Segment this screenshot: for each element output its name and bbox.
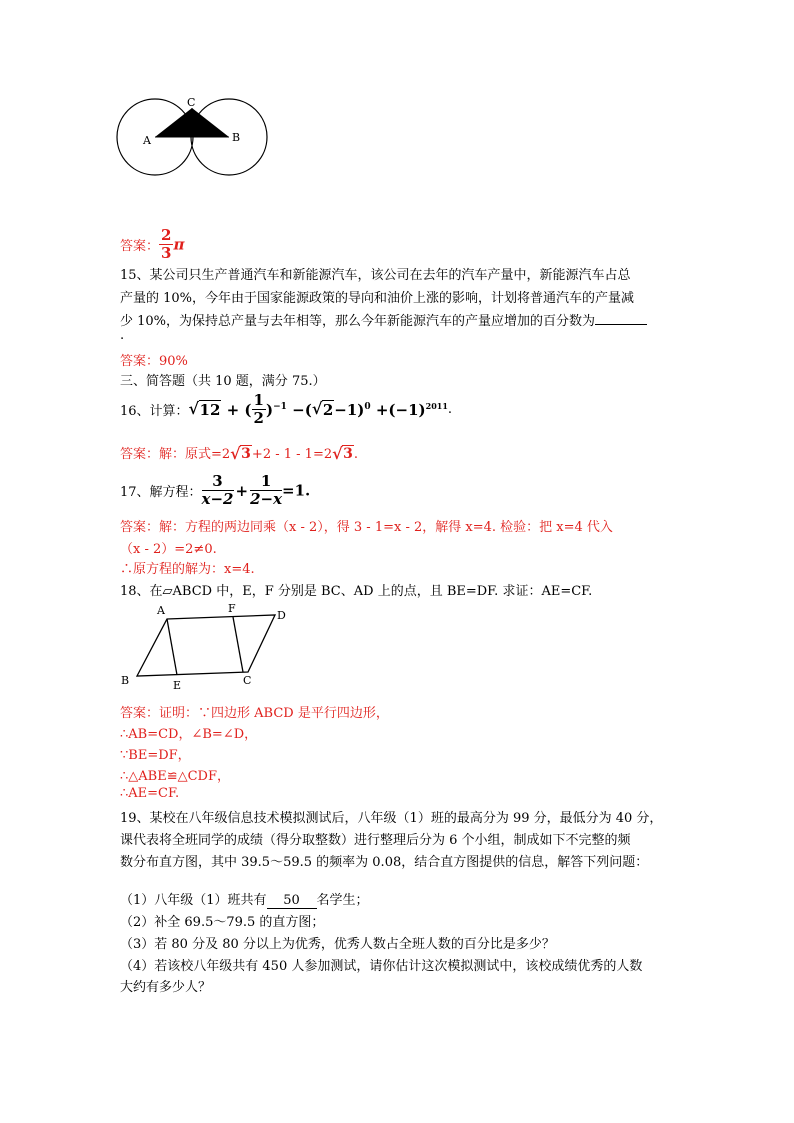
label-c: C [243, 674, 252, 687]
q15-line1: 15、某公司只生产普通汽车和新能源汽车，该公司在去年的汽车产量中，新能源汽车占总 [120, 268, 631, 283]
label-a: A [157, 604, 165, 617]
parallelogram-figure [115, 600, 295, 695]
q15-answer-blank[interactable] [595, 312, 647, 325]
q17-fraction-2: $\frac{1}{2-x}$ [250, 472, 283, 508]
q19-sub1: （1）八年级（1）班共有 50 名学生； [120, 893, 369, 908]
sqrt-12: √ 12 [190, 401, 222, 419]
parallelogram-icon: ▱ [162, 584, 173, 599]
q19-sub2: （2）补全 69.5～79.5 的直方图； [120, 915, 325, 930]
q15-line3: 少 10%，为保持总产量与去年相等，那么今年新能源汽车的产量应增加的百分数为 [120, 310, 647, 329]
q14-answer [120, 228, 184, 261]
shaded-region-left [155, 108, 192, 137]
section-title: 三、简答题（共 10 题，满分 75.） [120, 374, 326, 389]
q19-sub4-line1: （4）若该校八年级共有 450 人参加测试，请你估计这次模拟测试中，该校成绩优秀的人数 [120, 959, 643, 974]
q17-fraction-1: $\frac{3}{x-2}$ [201, 472, 234, 508]
q14-answer-label: 答案： [120, 239, 160, 254]
label-c: C [187, 96, 196, 109]
q19-line2: 课代表将全班同学的成绩（得分取整数）进行整理后分为 6 个小组，制成如下不完整的频 [120, 833, 631, 848]
q19-sub3: （3）若 80 分及 80 分以上为优秀，优秀人数占全班人数的百分比是多少？ [120, 937, 555, 952]
sqrt-2: √ 2 [313, 401, 334, 419]
q17-question: 17、解方程： $\frac{3}{x-2}$ + $\frac{1}{2-x}$ =1. [120, 472, 311, 508]
two-circles-figure [115, 95, 270, 180]
q16-question: 16、计算：√ 12 + ( $\frac{1}{2}$ )$^{-1}$ −(√ $2-1)^0 +(-1)^{2011}$. [120, 393, 452, 426]
half-fraction: $\frac{1}{2}$ [253, 391, 264, 427]
shaded-region-right [192, 108, 229, 137]
label-e: E [173, 679, 182, 692]
ans-sqrt-3: √ 3 [231, 446, 252, 462]
q19-line3: 数分布直方图，其中 39.5～59.5 的频率为 0.08，结合直方图提供的信息，解答下列问题： [120, 855, 649, 870]
q17-answer-line3: ∴原方程的解为：x=4. [120, 562, 255, 577]
q17-answer-line1: 答案：解：方程的两边同乘（x - 2），得 3 - 1=x - 2，解得 x=4. 检验：把 x=4 代入 [120, 520, 613, 535]
label-f: F [228, 602, 236, 615]
q18-proof-line2: ∴AB=CD，∠B=∠D， [120, 727, 258, 742]
q19-sub1-fill[interactable]: 50 [267, 893, 317, 909]
label-b: B [232, 131, 241, 144]
parallelogram-abcd [137, 615, 275, 676]
q18-proof-line3: ∵BE=DF， [120, 748, 191, 763]
q14-answer-fraction: $\frac{2}{3}$ [161, 226, 172, 262]
label-b: B [121, 674, 130, 687]
segment-fc [233, 617, 243, 672]
q15-line2: 产量的 10%，今年由于国家能源政策的导向和油价上涨的影响，计划将普通汽车的产量减 [120, 291, 635, 306]
q15-answer: 答案：90% [120, 354, 188, 369]
ans-sqrt-3b: √ 3 [333, 446, 354, 462]
q17-answer-line2: （x - 2）=2≠0. [120, 542, 217, 557]
q16-answer: 答案：解：原式=2√ 3+2 - 1 - 1=2√ 3. [120, 443, 358, 462]
q18-proof-line1: 答案：证明：∵四边形 ABCD 是平行四边形， [120, 706, 389, 721]
label-d: D [277, 609, 286, 622]
q18-proof-line5: ∴AE=CF. [120, 786, 180, 801]
q19-sub4-line2: 大约有多少人？ [120, 980, 212, 995]
q18-question: 18、在▱ABCD 中，E，F 分别是 BC、AD 上的点，且 BE=DF. 求证：AE=CF. [120, 584, 593, 599]
q19-line1: 19、某校在八年级信息技术模拟测试后，八年级（1）班的最高分为 99 分，最低分为 40 分， [120, 811, 663, 826]
segment-ae [167, 619, 177, 675]
q18-proof-line4: ∴△ABE≌△CDF， [120, 769, 230, 784]
label-a: A [143, 134, 151, 147]
q15-line4: . [120, 328, 125, 343]
q14-answer-pi: π [173, 235, 185, 254]
